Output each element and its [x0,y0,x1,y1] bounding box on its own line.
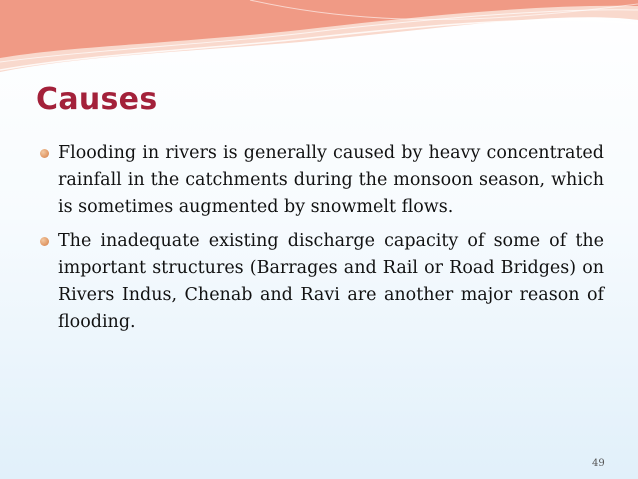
bullet-list [36,140,604,343]
round-bullet-icon [40,149,49,158]
bullet-text: The inadequate existing discharge capacity of some of the important structures (Barrages and Rail or Road Bridges) on Rivers Indus, Chenab and Ravi are another major reason of flooding. [58,231,604,332]
header-wave-decoration [0,0,638,80]
bullet-item [36,140,604,221]
page-number: 49 [592,458,605,469]
round-bullet-icon [40,237,49,246]
bullet-item [36,228,604,336]
slide-title: Causes [36,82,158,117]
bullet-text: Flooding in rivers is generally caused by heavy concentrated rainfall in the catchments during the monsoon season, which is sometimes augmented by snowmelt flows. [58,143,604,217]
